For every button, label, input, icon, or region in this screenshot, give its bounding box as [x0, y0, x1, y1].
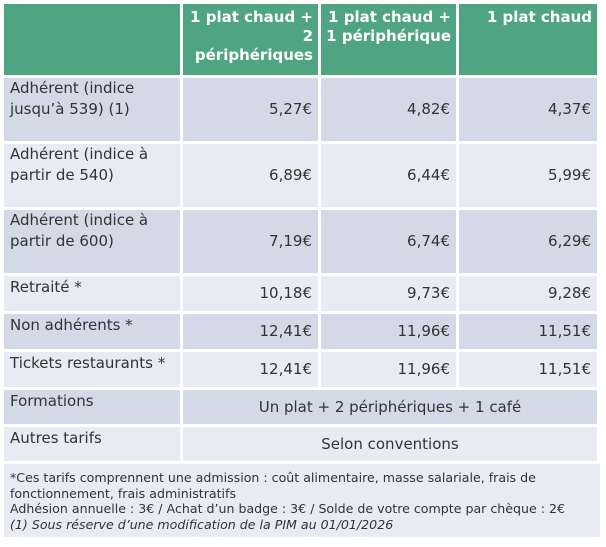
price-cell: 9,73€ — [321, 276, 456, 311]
price-cell: 4,37€ — [459, 78, 597, 141]
row-label: Adhérent (indice à partir de 600) — [4, 210, 180, 273]
footnote-adhesion: Adhésion annuelle : 3€ / Achat d’un badge : 3€ / Solde de votre compte par chèque : 2€ — [10, 501, 566, 516]
price-cell: 4,82€ — [321, 78, 456, 141]
price-cell: 6,89€ — [183, 144, 318, 207]
price-cell: 5,99€ — [459, 144, 597, 207]
table-row — [4, 276, 597, 311]
header-plat-2-peripheriques: 1 plat chaud + 2 périphériques — [183, 4, 318, 75]
formations-value: Un plat + 2 périphériques + 1 café — [183, 390, 597, 424]
table-row — [4, 144, 597, 207]
row-label: Non adhérents * — [4, 314, 180, 349]
footnotes — [4, 464, 600, 537]
table-row — [4, 427, 597, 461]
footnote-admission: *Ces tarifs comprennent une admission : coût alimentaire, masse salariale, frais de fonctionnement, frais administratifs — [10, 470, 536, 501]
header-empty — [4, 4, 180, 75]
price-cell: 12,41€ — [183, 352, 318, 387]
table-row — [4, 210, 597, 273]
price-cell: 10,18€ — [183, 276, 318, 311]
header-plat-1-peripherique: 1 plat chaud + 1 périphérique — [321, 4, 456, 75]
autres-tarifs-value: Selon conventions — [183, 427, 597, 461]
price-cell: 7,19€ — [183, 210, 318, 273]
row-label: Adhérent (indice à partir de 540) — [4, 144, 180, 207]
price-cell: 11,51€ — [459, 352, 597, 387]
row-label: Retraité * — [4, 276, 180, 311]
row-label: Formations — [4, 390, 180, 424]
table-header-row — [4, 4, 597, 75]
price-cell: 11,96€ — [321, 352, 456, 387]
price-cell: 6,29€ — [459, 210, 597, 273]
row-label: Adhérent (indice jusqu’à 539) (1) — [4, 78, 180, 141]
row-label: Tickets restaurants * — [4, 352, 180, 387]
price-cell: 11,96€ — [321, 314, 456, 349]
price-cell: 6,74€ — [321, 210, 456, 273]
table-row — [4, 390, 597, 424]
footnote-pim: (1) Sous réserve d’une modification de la PIM au 01/01/2026 — [10, 516, 394, 532]
tarifs-table — [1, 1, 600, 464]
table-row — [4, 78, 597, 141]
row-label: Autres tarifs — [4, 427, 180, 461]
tarifs-panel — [4, 4, 600, 537]
price-cell: 9,28€ — [459, 276, 597, 311]
table-row — [4, 352, 597, 387]
price-cell: 11,51€ — [459, 314, 597, 349]
price-cell: 12,41€ — [183, 314, 318, 349]
price-cell: 6,44€ — [321, 144, 456, 207]
table-row — [4, 314, 597, 349]
price-cell: 5,27€ — [183, 78, 318, 141]
header-plat-chaud: 1 plat chaud — [459, 4, 597, 75]
